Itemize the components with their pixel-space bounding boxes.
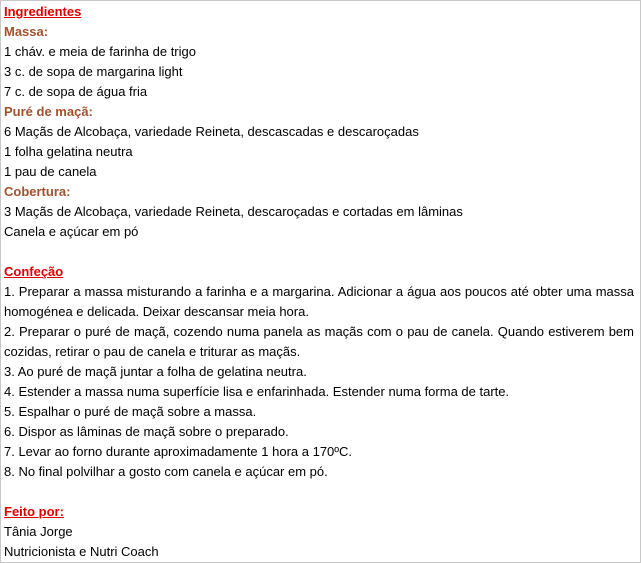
preparation-step: 6. Dispor as lâminas de maçã sobre o preparado. [4,424,289,439]
ingredients-heading: Ingredientes [4,4,82,19]
author-name: Tânia Jorge [4,524,73,539]
preparation-heading: Confeção [4,264,64,279]
preparation-step: 3. Ao puré de maçã juntar a folha de gelatina neutra. [4,364,307,379]
spacer [4,242,634,262]
ingredient-item: 3 c. de sopa de margarina light [4,64,183,79]
ingredient-item: 3 Maçãs de Alcobaça, variedade Reineta, descaroçadas e cortadas em lâminas [4,204,463,219]
preparation-step: 1. Preparar a massa misturando a farinha e a margarina. Adicionar a água aos poucos até obter uma massa homogénea e delicada. Deixar descansar meia hora. [4,284,634,319]
ingredient-item: 1 pau de canela [4,164,97,179]
author-role: Nutricionista e Nutri Coach [4,544,159,559]
ingredient-item: 1 folha gelatina neutra [4,144,133,159]
ingredient-item: 7 c. de sopa de água fria [4,84,148,99]
preparation-step: 5. Espalhar o puré de maçã sobre a massa. [4,404,257,419]
preparation-step: 4. Estender a massa numa superfície lisa e enfarinhada. Estender numa forma de tarte. [4,384,510,399]
ingredient-item: Canela e açúcar em pó [4,224,139,239]
massa-heading: Massa: [4,24,49,39]
cobertura-heading: Cobertura: [4,184,71,199]
spacer [4,482,634,502]
author-heading: Feito por: [4,504,64,519]
preparation-step: 2. Preparar o puré de maçã, cozendo numa panela as maçãs com o pau de canela. Quando estiverem bem cozidas, retirar o pau de canela e triturar as maçãs. [4,324,634,359]
ingredient-item: 6 Maçãs de Alcobaça, variedade Reineta, descascadas e descaroçadas [4,124,419,139]
ingredient-item: 1 cháv. e meia de farinha de trigo [4,44,196,59]
pure-heading: Puré de maçã: [4,104,93,119]
preparation-step: 8. No final polvilhar a gosto com canela e açúcar em pó. [4,464,328,479]
preparation-step: 7. Levar ao forno durante aproximadamente 1 hora a 170ºC. [4,444,353,459]
